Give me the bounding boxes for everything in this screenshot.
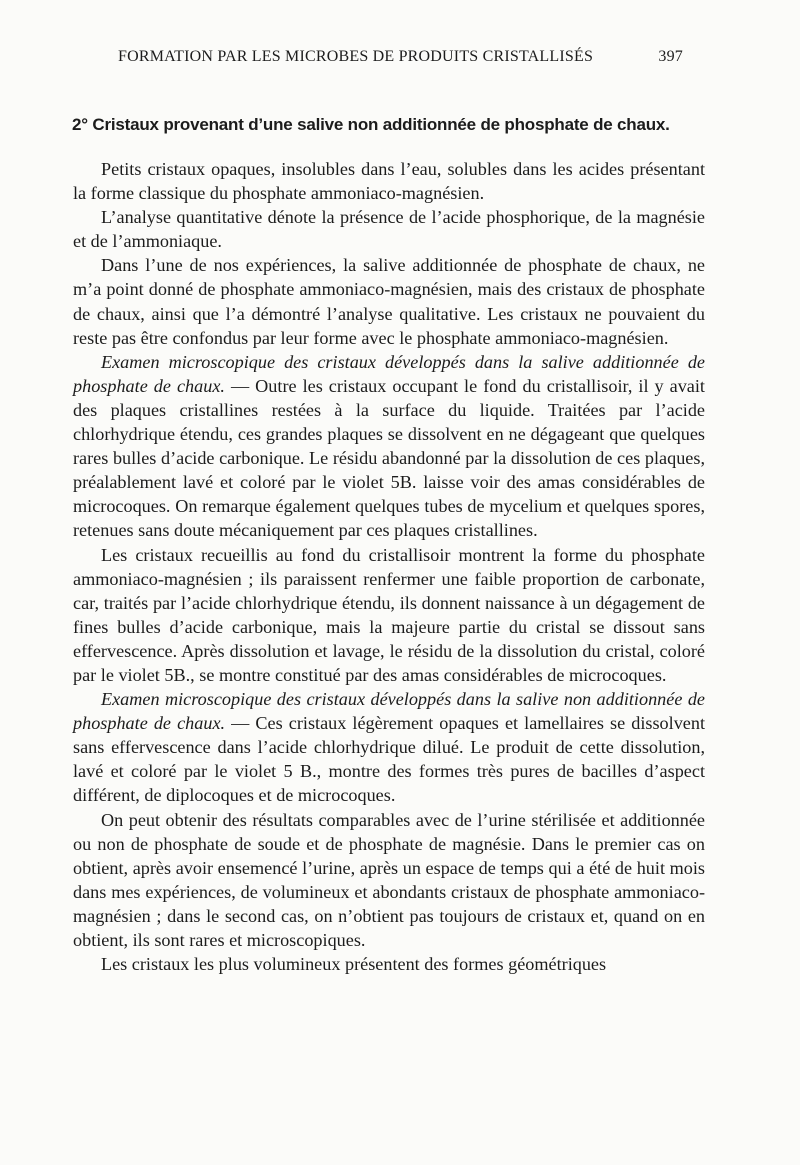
page-number: 397 — [658, 48, 683, 65]
running-head — [118, 48, 683, 66]
paragraph-4 — [73, 350, 705, 543]
paragraph-4-heading: Examen microscopique des cristaux développés dans la salive additionnée de phosphate de chaux. — [73, 351, 705, 396]
paragraph-6-heading: Examen microscopique des cristaux développés dans la salive non additionnée de phosphate de chaux. — [73, 689, 705, 734]
paragraph-8: Les cristaux les plus volumineux présentent des formes géométriques — [101, 954, 607, 975]
paragraph-1: Petits cristaux opaques, insolubles dans l’eau, solubles dans les acides présentant la forme classique du phosphate ammoniaco-magnésien. — [73, 159, 705, 204]
running-title: FORMATION PAR LES MICROBES DE PRODUITS CRISTALLISÉS — [118, 48, 594, 65]
paragraph-7: On peut obtenir des résultats comparables avec de l’urine stérilisée et additionnée ou non de phosphate de soude et de phosphate de magnésie. Dans le premier cas on obtient, après avoir ensemencé l’urine, après un espace de temps qui a été de huit mois dans mes expériences, de volumineux et abondants cristaux de phosphate ammoniaco-magnésien ; dans le second cas, on n’obtient pas toujours de cristaux et, quand on en obtient, ils sont rares et microscopiques. — [73, 809, 705, 950]
paragraph-6 — [73, 687, 705, 807]
paragraph-3: Dans l’une de nos expériences, la salive additionnée de phosphate de chaux, ne m’a point donné de phosphate ammoniaco-magnésien, mais des cristaux de phosphate de chaux, ainsi que l’a démontré l’analyse qualitative. Les cristaux ne pouvaient du reste pas être confondus par leur forme avec le phosphate ammoniaco-magnésien. — [73, 255, 705, 348]
section-title: 2° Cristaux provenant d’une salive non additionnée de phosphate de chaux. — [72, 115, 670, 134]
paragraph-5: Les cristaux recueillis au fond du cristallisoir montrent la forme du phosphate ammoniaco-magnésien ; ils paraissent renfermer une faible proportion de carbonate, car, traités par l’acide chlorhydrique étendu, ils donnent naissance à un dégagement de fines bulles d’acide carbonique, mais la majeure partie du cristal se dissout sans effervescence. Après dissolution et lavage, le résidu de la dissolution du cristal, coloré par le violet 5B., se montre constitué par des amas considérables de microcoques. — [73, 544, 705, 685]
paragraph-2: L’analyse quantitative dénote la présence de l’acide phosphorique, de la magnésie et de l’ammoniaque. — [73, 207, 705, 252]
paragraph-4-text: — Outre les cristaux occupant le fond du cristallisoir, il y avait des plaques cristallines restées à la surface du liquide. Traitées par l’acide chlorhydrique étendu, ces grandes plaques se dissolvent en ne dégageant que quelques rares bulles d’acide carbonique. Le résidu abandonné par la dissolution de ces plaques, préalablement lavé et coloré par le violet 5B. laisse voir des amas considérables de microcoques. On remarque également quelques tubes de mycelium et quelques spores, retenues sans doute mécaniquement par ces plaques cristallines. — [73, 375, 705, 541]
paragraph-6-text: — Ces cristaux légèrement opaques et lamellaires se dissolvent sans effervescence dans l’acide chlorhydrique dilué. Le produit de cette dissolution, lavé et coloré par le violet 5 B., montre des formes très pures de bacilles d’aspect différent, de diplocoques et de microcoques. — [73, 713, 706, 806]
body-text — [73, 157, 705, 976]
